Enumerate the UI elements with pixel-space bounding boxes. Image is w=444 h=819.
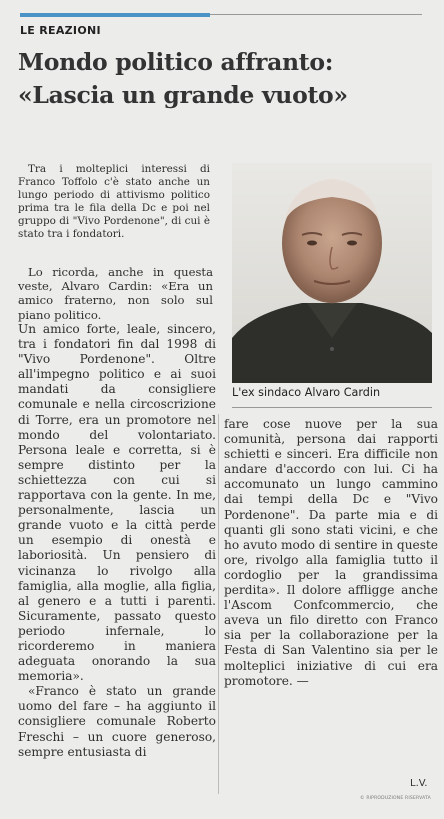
copyright-notice: © RIPRODUZIONE RISERVATA (360, 796, 431, 801)
intro2-paragraph: Lo ricorda, anche in questa veste, Alvaro Cardin: «Era un amico fraterno, non solo sul piano politico. (18, 265, 213, 322)
column-divider (218, 414, 219, 794)
headline-line-1: Mondo politico affranto: (18, 48, 334, 76)
body-paragraph-1: Un amico forte, leale, sincero, tra i fondatori fin dal 1998 di "Vivo Pordenone". Oltre all'impegno politico e ai suoi mandati da consigliere comunale e nella circoscrizione di Torre, era un promotore nel mondo del volontariato. Persona leale e corretta, si è sempre distinto per la schiettezza con cui si rapportava con la gente. In me, personalmente, lascia un grande vuoto e la città perde un esempio di onestà e laboriosità. Un pensiero di vicinanza lo rivolgo alla famiglia, alla moglie, alla figlia, al genero e a tutti i parenti. Sicuramente, passato questo periodo infernale, lo ricorderemo in maniera adeguata onorando la sua memoria». (18, 322, 216, 684)
body-paragraph-3: fare cose nuove per la sua comunità, persona dai rapporti schietti e sinceri. Era difficile non andare d'accordo con lui. Ci ha accomunato un lungo cammino dai tempi della Dc e "Vivo Pordenone". Da parte mia e di quanti gli sono stati vicini, e che ho avuto modo di sentire in queste ore, rivolgo alla famiglia tutto il cordoglio per la grandissima perdita». Il dolore affligge anche l'Ascom Confcommercio, che aveva un filo diretto con Franco sia per la collaborazione per la Festa di San Valentino sia per le molteplici iniziative di cui era promotore. — (224, 417, 438, 688)
body-paragraph-2: «Franco è stato un grande uomo del fare – ha aggiunto il consigliere comunale Roberto Freschi – un cuore generoso, sempre entusiasta di (18, 684, 216, 759)
headline (18, 46, 428, 112)
intro2-column (18, 265, 213, 322)
headline-line-2: «Lascia un grande vuoto» (18, 81, 348, 109)
body-column-1 (18, 322, 216, 760)
author-signature: L.V. (410, 778, 428, 789)
section-accent-bar (20, 13, 210, 17)
intro-column (18, 163, 210, 240)
portrait-photo (232, 163, 432, 383)
body-column-2 (224, 417, 438, 689)
intro-paragraph: Tra i molteplici interessi di Franco Toffolo c'è stato anche un lungo periodo di attivismo politico prima tra le fila della Dc e poi nel gruppo di "Vivo Pordenone", di cui è stato tra i fondatori. (18, 163, 210, 240)
portrait-image (232, 163, 432, 383)
caption-rule (232, 407, 432, 408)
section-rule (210, 14, 422, 15)
section-kicker: LE REAZIONI (20, 24, 101, 37)
photo-caption: L'ex sindaco Alvaro Cardin (232, 386, 381, 399)
